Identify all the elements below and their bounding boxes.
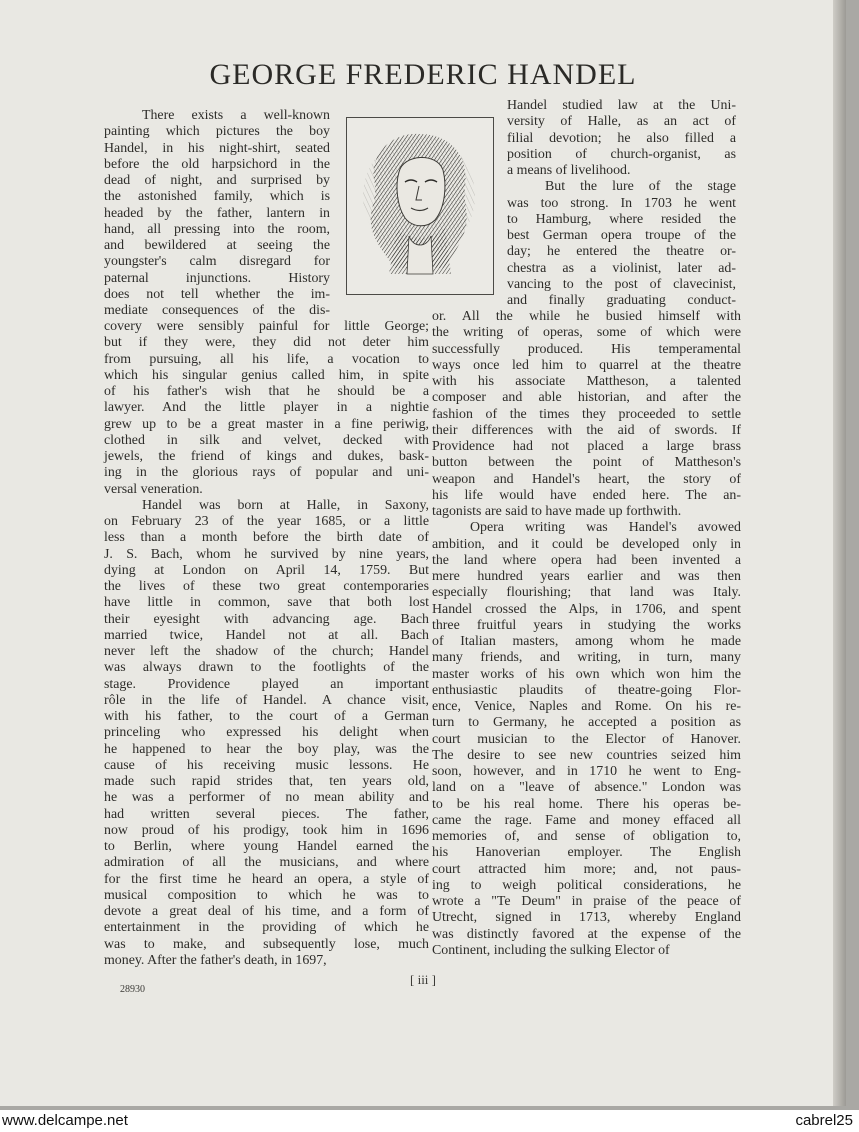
text-line: never left the shadow of the church; Handel [104, 644, 429, 659]
watermark-site: www.delcampe.net [2, 1112, 128, 1129]
text-line: stage. Providence played an important [104, 676, 429, 692]
text-line: three fruitful years in studying the works [432, 617, 741, 633]
portrait-engraving [353, 124, 487, 288]
text-line: headed by the father, lantern in [104, 205, 330, 221]
text-line: their eyesight with advancing age. Bach [104, 611, 429, 627]
watermark-seller: cabrel25 [795, 1112, 853, 1129]
text-line: court musician to the Elector of Hanover. [432, 731, 741, 747]
text-line: master works of his own which won him the [432, 666, 741, 682]
text-line: button between the point of Mattheson's [432, 455, 741, 471]
page-edge-shadow [833, 0, 846, 1106]
watermark-bar [0, 1110, 859, 1132]
text-line: the astonished family, which is [104, 189, 330, 205]
text-line: best German opera troupe of the [507, 228, 736, 243]
text-line: cause of his receiving music lessons. He [104, 757, 429, 773]
text-line: filial devotion; he also filled a [507, 130, 736, 146]
text-line: dead of night, and surprised by [104, 173, 330, 188]
text-line: soon, however, and in 1710 he went to Eng- [432, 764, 741, 779]
article-title: GEORGE FREDERIC HANDEL [209, 58, 637, 91]
text-line: was always drawn to the footlights of the [104, 660, 429, 676]
text-line: Opera writing was Handel's avowed [470, 520, 741, 536]
text-line: turn to Germany, he accepted a position as [432, 715, 741, 731]
text-line: now proud of his prodigy, took him in 1696 [104, 822, 429, 838]
text-line: with his associate Mattheson, a talented [432, 374, 741, 389]
text-line: ing in the glorious rays of popular and uni- [104, 465, 429, 481]
text-line: Utrecht, signed in 1713, whereby England [432, 910, 741, 926]
text-line: does not tell whether the im- [104, 286, 330, 302]
text-line: of his father's wish that he should be a [104, 384, 429, 399]
text-line: composer and able historian, and after the [432, 390, 741, 406]
text-line: memories of, and sense of obligation to, [432, 829, 741, 844]
text-line: on February 23 of the year 1685, or a little [104, 514, 429, 529]
text-line: youngster's calm disregard for [104, 254, 330, 270]
text-line: but if they were, they did not deter him [104, 335, 429, 351]
text-line: There exists a well-known [142, 108, 330, 123]
text-line: his Hanoverian employer. The English [432, 845, 741, 861]
text-line: for the first time he heard an opera, a style of [104, 871, 429, 887]
text-line: the writing of operas, some of which were [432, 325, 741, 341]
catalog-number: 28930 [120, 984, 145, 995]
text-line: was distinctly favored at the expense of the [432, 926, 741, 942]
text-line: jewels, the friend of kings and dukes, bask- [104, 449, 429, 464]
text-line: covery were sensibly painful for little George; [104, 319, 429, 334]
text-line: before the old harpsichord in the [104, 156, 330, 172]
text-line: Handel was born at Halle, in Saxony, [142, 497, 429, 513]
text-line: versal veneration. [104, 481, 203, 497]
text-line: and finally graduating conduct- [507, 293, 736, 308]
text-line: Handel, in his night-shirt, seated [104, 140, 330, 156]
text-line: the lives of these two great contemporaries [104, 579, 429, 594]
text-line: to Berlin, where young Handel earned the [104, 839, 429, 854]
text-line: ence, Venice, Naples and Rome. On his re- [432, 699, 741, 714]
text-line: vancing to the post of clavecinist, [507, 276, 736, 292]
text-line: was too strong. In 1703 he went [507, 195, 736, 211]
column-1-main [104, 319, 429, 969]
text-line: have little in common, save that both lost [104, 595, 429, 611]
text-line: dying at London on April 14, 1759. But [104, 562, 429, 578]
text-line: of Italian masters, among whom he made [432, 634, 741, 649]
text-line: mere hundred years earlier and was then [432, 569, 741, 584]
text-line: grew up to be a great master in a fine periwig, [104, 416, 429, 432]
text-line: less than a month before the birth date of [104, 530, 429, 546]
text-line: Handel crossed the Alps, in 1706, and spent [432, 601, 741, 617]
text-line: was to make, and subsequently lose, much [104, 936, 429, 952]
text-line: to Hamburg, where resided the [507, 211, 736, 227]
text-line: clothed in silk and velvet, decked with [104, 432, 429, 448]
text-line: tagonists are said to have made up forthwith. [432, 504, 682, 519]
text-line: musical composition to which he was to [104, 887, 429, 903]
text-line: made such rapid strides that, ten years old, [104, 774, 429, 789]
text-line: But the lure of the stage [545, 179, 736, 195]
page-number: [ iii ] [410, 972, 436, 987]
text-line: especially flourishing; that land was Italy. [432, 585, 741, 601]
text-line: mediate consequences of the dis- [104, 303, 330, 318]
text-line: versity of Halle, as an act of [507, 114, 736, 130]
text-line: he was a performer of no mean ability and [104, 790, 429, 806]
text-line: devote a great deal of his time, and a form of [104, 904, 429, 919]
text-line: their differences with the aid of swords. If [432, 422, 741, 438]
text-line: married twice, Handel not at all. Bach [104, 627, 429, 643]
text-line: Providence had not placed a large brass [432, 439, 741, 454]
text-line: J. S. Bach, whom he survived by nine years, [104, 546, 429, 562]
text-line: to be his real home. There his operas be- [432, 796, 741, 812]
text-line: came the rage. Fame and money effaced all [432, 812, 741, 828]
column-2-top [507, 98, 736, 309]
text-line: his life would have ended here. The an- [432, 487, 741, 503]
text-line: and bewildered at seeing the [104, 238, 330, 253]
text-line: a means of livelihood. [507, 163, 631, 178]
text-line: had written several pieces. The father, [104, 806, 429, 822]
text-line: hand, all pressing into the room, [104, 221, 330, 237]
text-line: or. All the while he busied himself with [432, 309, 741, 324]
text-line: Handel studied law at the Uni- [507, 98, 736, 113]
text-line: ambition, and it could be developed only in [432, 536, 741, 552]
text-line: Continent, including the sulking Elector of [432, 942, 670, 958]
text-line: painting which pictures the boy [104, 124, 330, 140]
text-line: land on a "leave of absence." London was [432, 780, 741, 796]
text-line: which his singular genius called him, in spite [104, 367, 429, 383]
text-line: wrote a "Te Deum" in praise of the peace of [432, 894, 741, 909]
text-line: day; he entered the theatre or- [507, 244, 736, 260]
text-line: position of church-organist, as [507, 146, 736, 162]
text-line: paternal injunctions. History [104, 270, 330, 286]
text-line: fashion of the times they proceeded to settle [432, 406, 741, 422]
text-line: chestra as a violinist, later ad- [507, 260, 736, 276]
column-1-top [104, 108, 330, 319]
text-line: enthusiastic plaudits of theatre-going Flor- [432, 682, 741, 698]
text-line: weapon and Handel's heart, the story of [432, 471, 741, 487]
text-line: many friends, and writing, in turn, many [432, 650, 741, 666]
text-line: ways once led him to quarrel at the theatre [432, 357, 741, 373]
text-line: from pursuing, all his life, a vocation to [104, 351, 429, 367]
column-2-main [432, 309, 741, 959]
text-line: princeling who expressed his delight when [104, 725, 429, 741]
text-line: with his father, to the court of a German [104, 709, 429, 724]
text-line: ing to weigh political considerations, he [432, 877, 741, 893]
text-line: successfully produced. His temperamental [432, 341, 741, 357]
text-line: admiration of all the musicians, and where [104, 855, 429, 871]
text-line: court attracted him more; and, not paus- [432, 861, 741, 877]
text-line: entertainment in the providing of which he [104, 920, 429, 936]
text-line: rôle in the life of Handel. A chance visit, [104, 692, 429, 708]
text-line: lawyer. And the little player in a nightie [104, 400, 429, 416]
text-line: money. After the father's death, in 1697, [104, 952, 327, 968]
text-line: the land where opera had been invented a [432, 552, 741, 568]
text-line: he happened to hear the boy play, was the [104, 741, 429, 757]
handel-portrait [346, 117, 494, 295]
text-line: The desire to see new countries seized him [432, 747, 741, 763]
